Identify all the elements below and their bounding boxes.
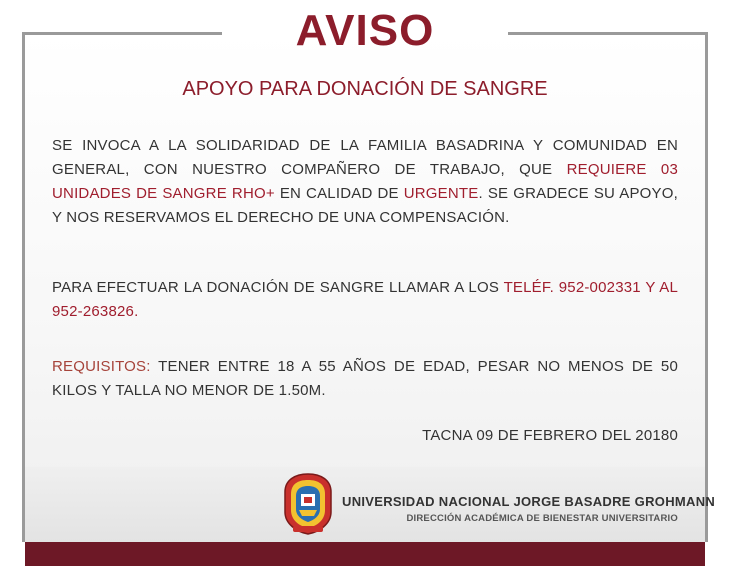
paragraph-request-highlight-a: REQUIERE 03 UNIDADES DE SANGRE RHO+	[52, 161, 678, 202]
top-divider-left	[22, 32, 222, 35]
university-name: UNIVERSIDAD NACIONAL JORGE BASADRE GROHMANN	[342, 494, 716, 509]
paragraph-requirements	[52, 355, 678, 403]
paragraph-contact	[52, 276, 678, 324]
page-title: AVISO	[295, 6, 435, 55]
paragraph-request-text-c: . SE GRADECE SU APOYO, Y NOS RESERVAMOS EL DERECHO DE UNA COMPENSACIÓN.	[52, 185, 678, 226]
paragraph-request-text-b: EN CALIDAD DE	[274, 185, 404, 202]
paragraph-contact-text: PARA EFECTUAR LA DONACIÓN DE SANGRE LLAMAR A LOS	[52, 279, 504, 296]
notice-subtitle: APOYO PARA DONACIÓN DE SANGRE	[182, 78, 548, 100]
requirements-text: TENER ENTRE 18 A 55 AÑOS DE EDAD, PESAR NO MENOS DE 50 KILOS Y TALLA NO MENOR DE 1.50M.	[52, 358, 678, 399]
university-crest-icon	[281, 472, 335, 536]
paragraph-request-text-a: SE INVOCA A LA SOLIDARIDAD DE LA FAMILIA BASADRINA Y COMUNIDAD EN GENERAL, CON NUESTRO COMPAÑERO DE TRABAJO, QUE	[52, 137, 678, 178]
paragraph-contact-phones: TELÉF. 952-002331 Y AL 952-263826.	[52, 279, 678, 320]
department-name: DIRECCIÓN ACADÉMICA DE BIENESTAR UNIVERSITARIO	[406, 513, 678, 524]
top-divider-right	[508, 32, 708, 35]
paragraph-request-highlight-b: URGENTE	[403, 185, 479, 202]
footer-bar	[25, 542, 705, 566]
paragraph-request	[52, 134, 678, 230]
notice-date: TACNA 09 DE FEBRERO DEL 20180	[422, 427, 678, 444]
requirements-label: REQUISITOS:	[52, 358, 151, 375]
